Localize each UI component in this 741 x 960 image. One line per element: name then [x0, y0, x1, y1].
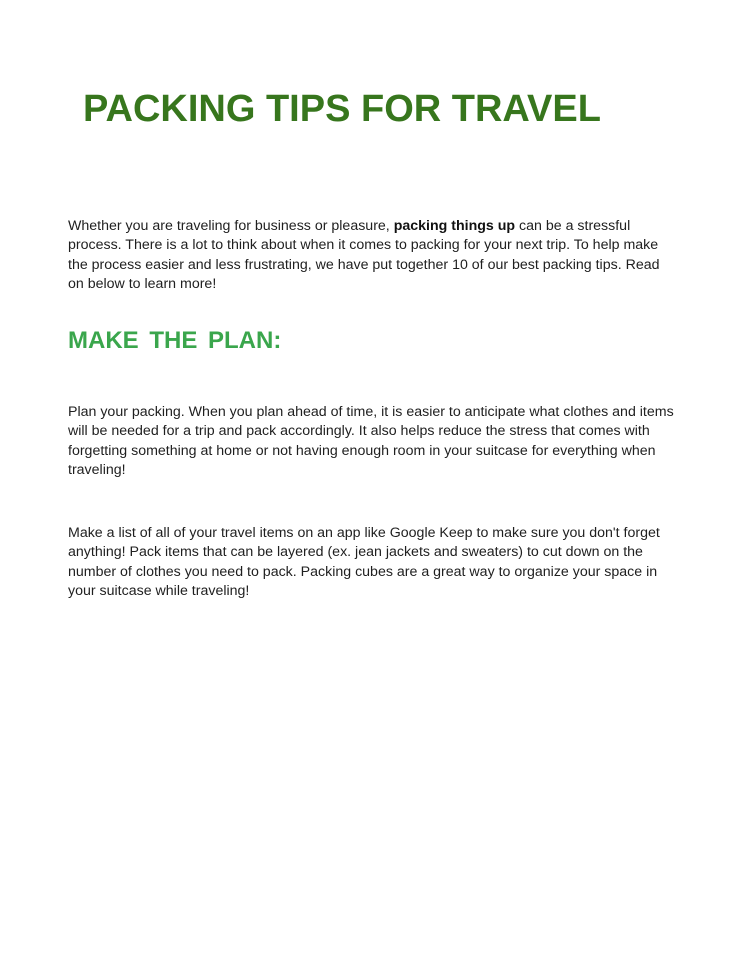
- intro-text-end: can be a stressful process. There is a lot to think about when it comes to packing for your next trip. To help make the process easier and less frustrating, we have put together 10 of our best packing tips. Read on below to learn more!: [68, 218, 660, 292]
- intro-bold-phrase: packing things up: [393, 218, 516, 234]
- intro-text-start: Whether you are traveling for business or pleasure,: [68, 218, 394, 234]
- document-title: PACKING TIPS FOR TRAVEL: [83, 88, 601, 130]
- section-heading: MAKE THE PLAN:: [68, 327, 282, 354]
- plan-paragraph: Plan your packing. When you plan ahead of time, it is easier to anticipate what clothes and items will be needed for a trip and pack accordingly. It also helps reduce the stress that comes with forgetting something at home or not having enough room in your suitcase for everything when traveling!: [68, 404, 674, 478]
- list-paragraph: Make a list of all of your travel items on an app like Google Keep to make sure you don't forget anything! Pack items that can be layered (ex. jean jackets and sweaters) to cut down on the number of clothes you need to pack. Packing cubes are a great way to organize your space in your suitcase while traveling!: [68, 525, 660, 599]
- intro-paragraph: [68, 217, 674, 294]
